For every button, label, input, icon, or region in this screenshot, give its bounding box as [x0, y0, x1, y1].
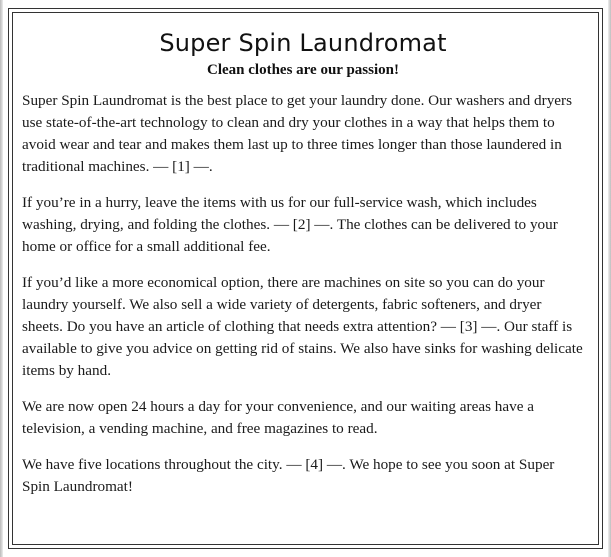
page-edge-left — [0, 0, 3, 557]
paragraph-hours: We are now open 24 hours a day for your convenience, and our waiting areas have a television, a vending machine, and free magazines to read. — [22, 398, 534, 437]
notice-tagline: Clean clothes are our passion! — [207, 62, 399, 78]
notice-title: Super Spin Laundromat — [159, 29, 447, 57]
paragraph-intro: Super Spin Laundromat is the best place to get your laundry done. Our washers and dryers use state-of-the-art technology to clean and dry your clothes in a way that helps them to avoid wear and tear and makes them last up to three times longer than those laundered in traditional machines. — [1] —. — [22, 92, 572, 175]
notice-content — [20, 20, 586, 545]
paragraph-self-service: If you’d like a more economical option, there are machines on site so you can do your laundry yourself. We also sell a wide variety of detergents, fabric softeners, and dryer sheets. Do you have an article of clothing that needs extra attention? — [3] —. Our staff is available to give you advice on getting rid of stains. We also have sinks for washing delicate items by hand. — [22, 274, 583, 379]
paragraph-locations: We have five locations throughout the city. — [4] —. We hope to see you soon at Super Spin Laundromat! — [22, 456, 555, 495]
paragraph-full-service: If you’re in a hurry, leave the items with us for our full-service wash, which includes washing, drying, and folding the clothes. — [2] —. The clothes can be delivered to your home or office for a small additional fee. — [22, 194, 558, 255]
